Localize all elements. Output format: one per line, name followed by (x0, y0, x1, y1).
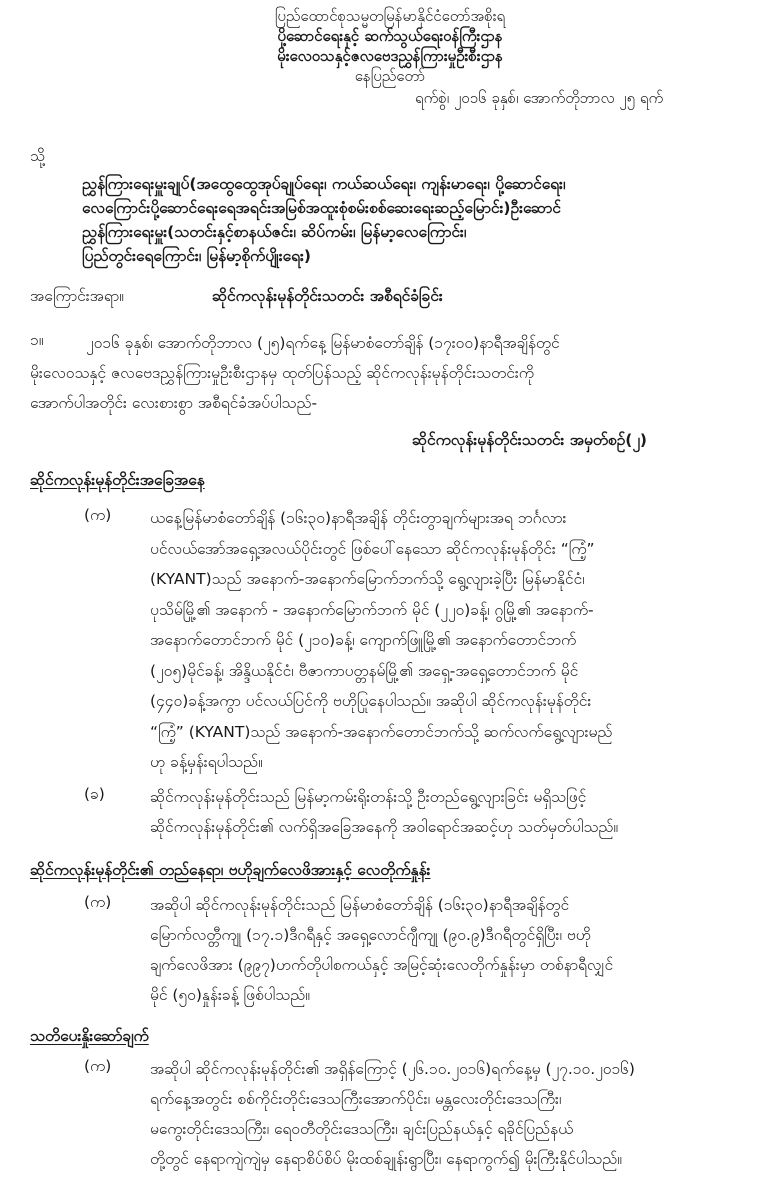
header-city: နေပြည်တော် (354, 67, 426, 85)
section1-item-b-line: ဆိုင်ကလုန်းမုန်တိုင်း၏ လက်ရှိအခြေအနေကို အဝါရောင်အဆင့်ဟု သတ်မှတ်ပါသည်။ (150, 818, 619, 836)
section1-item-a-line: ဟု ခန့်မှန်းရပါသည်။ (150, 753, 263, 771)
section3-item-a-line: အဆိုပါ ဆိုင်ကလုန်းမုန်တိုင်း၏ အရှိန်ကြောင့် (၂၆.၁၀.၂၀၁၆)ရက်နေ့မှ (၂၇.၁၀.၂၀၁၆) (150, 1060, 635, 1078)
section2-item-a-line: မြောက်လတ္တီကျု (၁၇.၁)ဒီဂရီနှင့် အရှေ့လောင်ဂျီကျု (၉၀.၉)ဒီဂရီတွင်ရှိပြီး၊ ဗဟို (150, 926, 591, 944)
section2-item-a-label: (က) (84, 893, 112, 911)
section1-item-a-line: ယနေ့မြန်မာစံတော်ချိန် (၁၆း၃၀)နာရီအချိန် တိုင်းတွာချက်များအရ ဘင်္ဂလား (150, 509, 567, 527)
para1-line: မိုးလေဝသနှင့် ဇလဗေဒညွှန်ကြားမှုဦးစီးဌာနမှ ထုတ်ပြန်သည့် ဆိုင်ကလုန်းမုန်တိုင်းသတင်းကို (30, 364, 534, 382)
section3-item-a-label: (က) (84, 1057, 112, 1075)
section1-item-a-body (150, 503, 612, 778)
section3-item-a-line: တို့တွင် နေရာကျဲကျဲမှ နေရာစိပ်စိပ် မိုးထစ်ချုန်းရွာပြီး၊ နေရာကွက်၍ မိုးကြီးနိုင်ပါသည်။ (150, 1150, 622, 1168)
section1-item-a-line: (၄၄၀)ခန့်အကွာ ပင်လယ်ပြင်ကို ဗဟိုပြုနေပါသည်။ အဆိုပါ ဆိုင်ကလုန်းမုန်တိုင်း (150, 692, 592, 710)
section3-item-a-line: ရက်နေ့အတွင်း စစ်ကိုင်းတိုင်းဒေသကြီးအောက်ပိုင်း၊ မန္တလေးတိုင်းဒေသကြီး၊ (150, 1090, 562, 1108)
section1-item-a-line: အနောက်တောင်ဘက် မိုင် (၂၁၀)ခန့်၊ ကျောက်ဖြူမြို့၏ အနောက်တောင်ဘက် (150, 631, 577, 649)
section1-heading: ဆိုင်ကလုန်းမုန်တိုင်းအခြေအနေ (30, 471, 205, 489)
para1-number: ၁။ (30, 331, 44, 349)
to-label: သို့ (30, 147, 45, 165)
section3-heading: သတိပေးနှိုးဆော်ချက် (30, 1027, 149, 1045)
subject-text: ဆိုင်ကလုန်းမုန်တိုင်းသတင်း အစီရင်ခံခြင်း (212, 287, 443, 305)
bulletin-number: ဆိုင်ကလုန်းမုန်တိုင်းသတင်း အမှတ်စဉ်(၂) (412, 431, 648, 449)
date-line: ရက်စွဲ၊ ၂၀၁၆ ခုနှစ်၊ အောက်တိုဘာလ ၂၅ ရက် (415, 89, 664, 107)
header-department: မိုးလေဝသနှင့်ဇလဗေဒညွှန်ကြားမှုဦးစီးဌာန (277, 47, 503, 65)
section1-item-a-line: (KYANT)သည် အနောက်-အနောက်မြောက်ဘက်သို့ ရွေ့လျားခဲ့ပြီး မြန်မာနိုင်ငံ၊ (150, 570, 585, 588)
section2-item-a-line: မိုင် (၅၀)နှုန်းခန့် ဖြစ်ပါသည်။ (150, 986, 310, 1004)
letterhead (180, 6, 600, 86)
recipient-line: ညွှန်ကြားရေးမှူး(သတင်းနှင့်စာနယ်ဇင်း၊ ဆိပ်ကမ်း၊ မြန်မာ့လေကြောင်း၊ (82, 223, 467, 241)
section1-item-a-line: ပင်လယ်အော်အရှေ့အလယ်ပိုင်းတွင် ဖြစ်ပေါ်နေသော ဆိုင်ကလုန်းမုန်တိုင်း “ကြံ့” (150, 539, 595, 558)
para1-line: အောက်ပါအတိုင်း လေးစားစွာ အစီရင်ခံအပ်ပါသည်- (30, 394, 318, 412)
section2-item-a-line: ချက်လေဖိအား (၉၉၇)ဟက်တိုပါစကယ်နှင့် အမြင့်ဆုံးလေတိုက်နှုန်းမှာ တစ်နာရီလျှင် (150, 956, 614, 974)
header-government: ပြည်ထောင်စုသမ္မတမြန်မာနိုင်ငံတော်အစိုးရ (274, 7, 506, 25)
subject-label: အကြောင်းအရာ။ (30, 287, 124, 305)
section1-item-a-line: (၂၀၅)မိုင်ခန့်၊ အိန္ဒိယနိုင်ငံ၊ ဗီဇာကာပတ္တနမ်မြို့၏ အရှေ့-အရှေ့တောင်ဘက် မိုင် (150, 661, 579, 680)
header-ministry: ပို့ဆောင်ရေးနှင့် ဆက်သွယ်ရေးဝန်ကြီးဌာန (277, 27, 503, 45)
recipient-line: ပြည်တွင်းရေကြောင်း၊ မြန်မာ့စိုက်ပျိုးရေး) (82, 247, 311, 265)
recipients (82, 172, 565, 268)
section1-item-a-line: ပုသိမ်မြို့၏ အနောက် - အနောက်မြောက်ဘက် မိုင် (၂၂၀)ခန့်၊ ဂွမြို့၏ အနောက်- (150, 600, 594, 619)
para1-line: ၂၀၁၆ ခုနှစ်၊ အောက်တိုဘာလ (၂၅)ရက်နေ့ မြန်မာစံတော်ချိန် (၁၇း၀၀)နာရီအချိန်တွင် (86, 334, 560, 352)
section1-item-a-label: (က) (84, 506, 112, 524)
section2-heading: ဆိုင်ကလုန်းမုန်တိုင်း၏ တည်နေရာ၊ ဗဟိုချက်လေဖိအားနှင့် လေတိုက်နှုန်း (30, 861, 431, 879)
para1-body (30, 328, 560, 418)
recipient-line: လေကြောင်းပို့ဆောင်ရေးရေအရင်းအမြစ်အထူးစုံစမ်းစစ်ဆေးရေးဆည့်မြောင်း)ဦးဆောင် (82, 199, 561, 217)
recipient-line: ညွှန်ကြားရေးမှူးချုပ်(အထွေထွေအုပ်ချုပ်ရေး၊ ကယ်ဆယ်ရေး၊ ကျန်းမာရေး၊ ပို့ဆောင်ရေး၊ (82, 175, 566, 193)
section1-item-a-line: “ကြံ့” (KYANT)သည် အနောက်-အနောက်တောင်ဘက်သို့ ဆက်လက်ရွေ့လျားမည် (150, 722, 613, 741)
section1-item-b-line: ဆိုင်ကလုန်းမုန်တိုင်းသည် မြန်မာ့ကမ်းရိုးတန်းသို့ ဦးတည်ရွေ့လျားခြင်း မရှိသဖြင့် (150, 788, 587, 806)
section3-item-a-body (150, 1054, 635, 1174)
section1-item-b-label: (ခ) (84, 785, 105, 803)
section3-item-a-line: မကွေးတိုင်းဒေသကြီး၊ ရေဝတီတိုင်းဒေသကြီး၊ ချင်းပြည်နယ်နှင့် ရခိုင်ပြည်နယ် (150, 1120, 574, 1138)
section1-item-b-body (150, 782, 618, 842)
section2-item-a-line: အဆိုပါ ဆိုင်ကလုန်းမုန်တိုင်းသည် မြန်မာစံတော်ချိန် (၁၆း၃၀)နာရီအချိန်တွင် (150, 896, 570, 914)
section2-item-a-body (150, 890, 613, 1010)
